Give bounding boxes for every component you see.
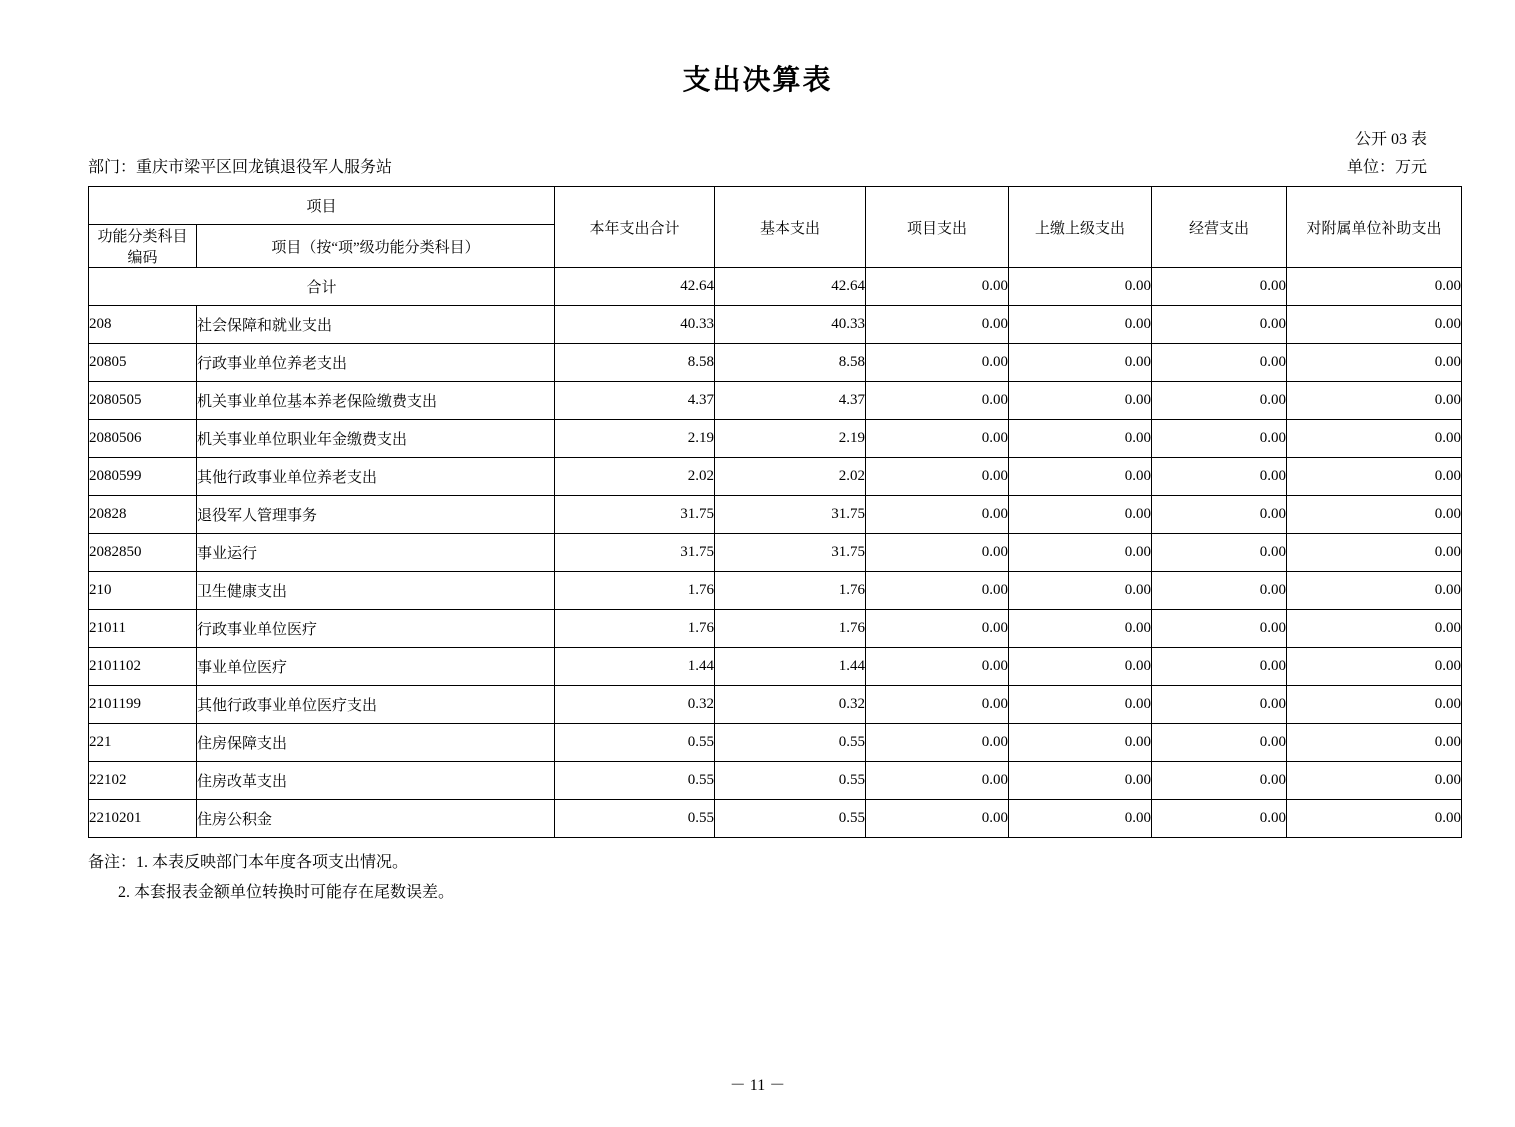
cell-basic: 0.32 xyxy=(715,686,866,724)
cell-operating: 0.00 xyxy=(1152,306,1287,344)
cell-total: 1.44 xyxy=(555,648,715,686)
cell-total: 8.58 xyxy=(555,344,715,382)
cell-operating: 0.00 xyxy=(1152,496,1287,534)
cell-project: 0.00 xyxy=(866,458,1009,496)
table-row xyxy=(89,458,1462,496)
cell-total: 40.33 xyxy=(555,306,715,344)
cell-upper: 0.00 xyxy=(1009,420,1152,458)
cell-operating: 0.00 xyxy=(1152,344,1287,382)
cell-upper: 0.00 xyxy=(1009,800,1152,838)
table-row xyxy=(89,648,1462,686)
cell-name: 退役军人管理事务 xyxy=(197,496,555,534)
cell-code: 208 xyxy=(89,306,197,344)
cell-basic: 2.02 xyxy=(715,458,866,496)
table-row xyxy=(89,572,1462,610)
cell-basic: 40.33 xyxy=(715,306,866,344)
notes-block xyxy=(88,848,1515,908)
unit-label: 单位：万元 xyxy=(1346,159,1427,176)
cell-basic: 1.76 xyxy=(715,572,866,610)
table-row xyxy=(89,762,1462,800)
cell-name: 行政事业单位医疗 xyxy=(197,610,555,648)
cell-project: 0.00 xyxy=(866,306,1009,344)
document-page xyxy=(0,58,1515,1127)
note-1: 备注：1. 本表反映部门本年度各项支出情况。 xyxy=(88,854,409,871)
cell-upper: 0.00 xyxy=(1009,306,1152,344)
cell-project: 0.00 xyxy=(866,572,1009,610)
table-row xyxy=(89,344,1462,382)
cell-basic: 1.44 xyxy=(715,648,866,686)
cell-operating: 0.00 xyxy=(1152,534,1287,572)
cell-operating: 0.00 xyxy=(1152,572,1287,610)
cell-upper: 0.00 xyxy=(1009,268,1152,306)
cell-operating: 0.00 xyxy=(1152,458,1287,496)
cell-subsidy: 0.00 xyxy=(1287,686,1462,724)
cell-basic: 31.75 xyxy=(715,534,866,572)
cell-upper: 0.00 xyxy=(1009,648,1152,686)
table-row xyxy=(89,686,1462,724)
cell-operating: 0.00 xyxy=(1152,800,1287,838)
cell-total: 31.75 xyxy=(555,496,715,534)
cell-project: 0.00 xyxy=(866,496,1009,534)
table-row xyxy=(89,800,1462,838)
cell-total: 0.55 xyxy=(555,800,715,838)
cell-name: 其他行政事业单位医疗支出 xyxy=(197,686,555,724)
cell-code: 2080505 xyxy=(89,382,197,420)
cell-code: 221 xyxy=(89,724,197,762)
table-row xyxy=(89,268,1462,306)
cell-name: 其他行政事业单位养老支出 xyxy=(197,458,555,496)
cell-operating: 0.00 xyxy=(1152,268,1287,306)
cell-total: 42.64 xyxy=(555,268,715,306)
header-function-code-line2: 编码 xyxy=(127,250,158,266)
table-row xyxy=(89,496,1462,534)
cell-subsidy: 0.00 xyxy=(1287,724,1462,762)
cell-name: 机关事业单位职业年金缴费支出 xyxy=(197,420,555,458)
table-row xyxy=(89,724,1462,762)
header-group-item: 项目 xyxy=(89,187,555,225)
cell-upper: 0.00 xyxy=(1009,458,1152,496)
cell-upper: 0.00 xyxy=(1009,344,1152,382)
cell-project: 0.00 xyxy=(866,420,1009,458)
header-subsidy-expenditure: 对附属单位补助支出 xyxy=(1287,187,1462,268)
cell-subsidy: 0.00 xyxy=(1287,458,1462,496)
cell-name: 行政事业单位养老支出 xyxy=(197,344,555,382)
cell-operating: 0.00 xyxy=(1152,762,1287,800)
form-number-row xyxy=(0,126,1515,148)
cell-code: 2101199 xyxy=(89,686,197,724)
cell-code: 20828 xyxy=(89,496,197,534)
cell-upper: 0.00 xyxy=(1009,572,1152,610)
page-title: 支出决算表 xyxy=(682,65,833,96)
cell-total: 0.55 xyxy=(555,762,715,800)
cell-basic: 8.58 xyxy=(715,344,866,382)
cell-name: 社会保障和就业支出 xyxy=(197,306,555,344)
cell-subsidy: 0.00 xyxy=(1287,496,1462,534)
header-item-name: 项目（按“项”级功能分类科目） xyxy=(197,225,555,268)
cell-project: 0.00 xyxy=(866,268,1009,306)
cell-subsidy: 0.00 xyxy=(1287,762,1462,800)
header-function-code-line1: 功能分类科目 xyxy=(97,229,188,245)
table-row xyxy=(89,306,1462,344)
cell-code: 22102 xyxy=(89,762,197,800)
cell-upper: 0.00 xyxy=(1009,610,1152,648)
note-2: 2. 本套报表金额单位转换时可能存在尾数误差。 xyxy=(118,884,455,901)
cell-project: 0.00 xyxy=(866,686,1009,724)
table-body xyxy=(89,268,1462,838)
cell-total: 1.76 xyxy=(555,572,715,610)
cell-operating: 0.00 xyxy=(1152,686,1287,724)
cell-subsidy: 0.00 xyxy=(1287,800,1462,838)
cell-basic: 0.55 xyxy=(715,762,866,800)
cell-project: 0.00 xyxy=(866,800,1009,838)
cell-total: 4.37 xyxy=(555,382,715,420)
cell-name: 事业单位医疗 xyxy=(197,648,555,686)
cell-code: 210 xyxy=(89,572,197,610)
cell-total: 0.32 xyxy=(555,686,715,724)
cell-project: 0.00 xyxy=(866,534,1009,572)
table-row xyxy=(89,420,1462,458)
table-header-row-1 xyxy=(89,187,1462,225)
cell-name: 住房公积金 xyxy=(197,800,555,838)
cell-total: 0.55 xyxy=(555,724,715,762)
cell-code: 2080506 xyxy=(89,420,197,458)
cell-upper: 0.00 xyxy=(1009,686,1152,724)
header-project-expenditure: 项目支出 xyxy=(866,187,1009,268)
cell-code: 2210201 xyxy=(89,800,197,838)
cell-upper: 0.00 xyxy=(1009,534,1152,572)
cell-basic: 0.55 xyxy=(715,724,866,762)
cell-name: 卫生健康支出 xyxy=(197,572,555,610)
header-total-expenditure: 本年支出合计 xyxy=(555,187,715,268)
cell-operating: 0.00 xyxy=(1152,382,1287,420)
cell-basic: 4.37 xyxy=(715,382,866,420)
cell-operating: 0.00 xyxy=(1152,648,1287,686)
page-number: － 11 － xyxy=(729,1077,786,1094)
cell-project: 0.00 xyxy=(866,762,1009,800)
cell-upper: 0.00 xyxy=(1009,762,1152,800)
header-operating-expenditure: 经营支出 xyxy=(1152,187,1287,268)
header-basic-expenditure: 基本支出 xyxy=(715,187,866,268)
header-upper-level-expenditure: 上缴上级支出 xyxy=(1009,187,1152,268)
cell-project: 0.00 xyxy=(866,648,1009,686)
cell-project: 0.00 xyxy=(866,724,1009,762)
cell-basic: 0.55 xyxy=(715,800,866,838)
form-number: 公开 03 表 xyxy=(1354,131,1427,148)
cell-project: 0.00 xyxy=(866,610,1009,648)
cell-basic: 2.19 xyxy=(715,420,866,458)
cell-subsidy: 0.00 xyxy=(1287,610,1462,648)
cell-subsidy: 0.00 xyxy=(1287,648,1462,686)
cell-operating: 0.00 xyxy=(1152,610,1287,648)
cell-code: 20805 xyxy=(89,344,197,382)
cell-basic: 31.75 xyxy=(715,496,866,534)
department-label: 部门：重庆市梁平区回龙镇退役军人服务站 xyxy=(88,159,393,176)
cell-basic: 1.76 xyxy=(715,610,866,648)
table-row xyxy=(89,610,1462,648)
cell-project: 0.00 xyxy=(866,344,1009,382)
table-row xyxy=(89,382,1462,420)
expenditure-table xyxy=(88,186,1462,838)
row-label: 合计 xyxy=(89,268,555,306)
department-row xyxy=(0,154,1515,178)
header-function-code xyxy=(89,225,197,268)
cell-subsidy: 0.00 xyxy=(1287,344,1462,382)
cell-name: 住房改革支出 xyxy=(197,762,555,800)
cell-upper: 0.00 xyxy=(1009,496,1152,534)
cell-name: 事业运行 xyxy=(197,534,555,572)
cell-upper: 0.00 xyxy=(1009,724,1152,762)
cell-subsidy: 0.00 xyxy=(1287,420,1462,458)
cell-subsidy: 0.00 xyxy=(1287,534,1462,572)
cell-upper: 0.00 xyxy=(1009,382,1152,420)
cell-operating: 0.00 xyxy=(1152,724,1287,762)
cell-name: 住房保障支出 xyxy=(197,724,555,762)
cell-name: 机关事业单位基本养老保险缴费支出 xyxy=(197,382,555,420)
cell-total: 31.75 xyxy=(555,534,715,572)
cell-code: 21011 xyxy=(89,610,197,648)
cell-subsidy: 0.00 xyxy=(1287,382,1462,420)
cell-code: 2080599 xyxy=(89,458,197,496)
cell-subsidy: 0.00 xyxy=(1287,306,1462,344)
table-row xyxy=(89,534,1462,572)
cell-total: 2.02 xyxy=(555,458,715,496)
cell-subsidy: 0.00 xyxy=(1287,572,1462,610)
cell-project: 0.00 xyxy=(866,382,1009,420)
cell-code: 2101102 xyxy=(89,648,197,686)
cell-subsidy: 0.00 xyxy=(1287,268,1462,306)
cell-operating: 0.00 xyxy=(1152,420,1287,458)
cell-code: 2082850 xyxy=(89,534,197,572)
cell-total: 1.76 xyxy=(555,610,715,648)
cell-total: 2.19 xyxy=(555,420,715,458)
cell-basic: 42.64 xyxy=(715,268,866,306)
